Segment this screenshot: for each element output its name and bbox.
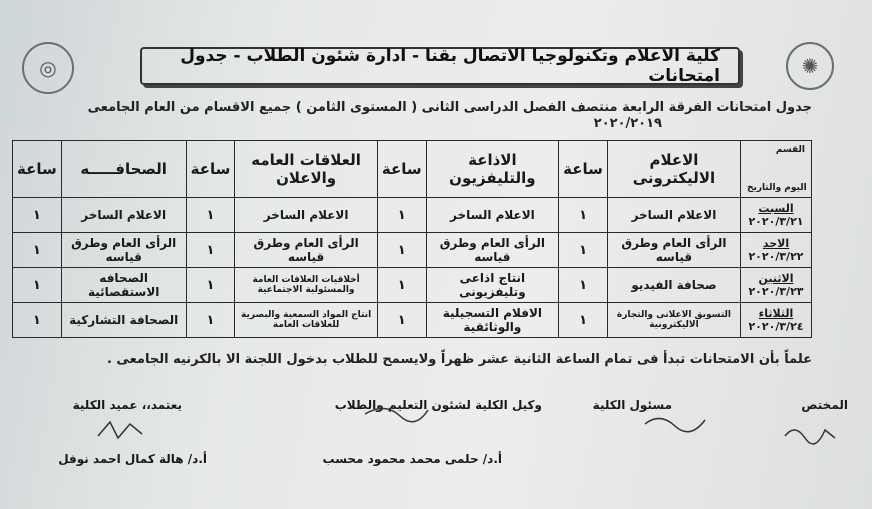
department-header: العلاقات العامه والاعلان <box>235 141 378 198</box>
exam-subject-cell: الاعلام الساخر <box>607 198 740 233</box>
handwritten-signature-icon <box>780 418 840 448</box>
handwritten-signature-icon <box>640 410 710 436</box>
corner-cell <box>741 141 812 198</box>
corner-department-label: القسم <box>775 145 805 155</box>
signature-title-faculty-officer: مسئول الكلية <box>592 398 672 412</box>
exam-subject-cell: صحافة الفيديو <box>607 268 740 303</box>
exam-hours-cell: ١ <box>559 268 608 303</box>
exam-subject-cell: الصحافة التشاركية <box>61 303 186 338</box>
day-name: السبت <box>758 202 794 215</box>
exam-subject-cell: الرأى العام وطرق قياسه <box>607 233 740 268</box>
handwritten-signature-icon <box>90 414 150 444</box>
department-header: الصحافـــــه <box>61 141 186 198</box>
exam-subject-cell: الرأى العام وطرق قياسه <box>61 233 186 268</box>
table-row <box>13 233 812 268</box>
day-name: الاثنين <box>758 272 794 285</box>
day-date-cell <box>741 198 812 233</box>
table-caption <box>32 100 812 132</box>
day-date-cell <box>741 233 812 268</box>
day-name: الثلاثاء <box>758 307 794 320</box>
exam-hours-cell: ١ <box>186 233 235 268</box>
table-row <box>13 198 812 233</box>
handwritten-signature-icon <box>360 402 430 424</box>
exam-hours-cell: ١ <box>13 198 62 233</box>
day-name: الاحد <box>762 237 790 250</box>
exam-hours-cell: ١ <box>13 268 62 303</box>
exam-hours-cell: ١ <box>377 233 426 268</box>
exam-subject-cell: الاعلام الساخر <box>61 198 186 233</box>
exam-date: ٢٠٢٠/٣/٢٣ <box>748 285 804 298</box>
exam-date: ٢٠٢٠/٣/٢٤ <box>748 320 804 333</box>
exam-note: علماً بأن الامتحانات تبدأ فى تمام الساعة الثانية عشر ظهراً ولايسمح للطلاب بدخول اللجنة الا بالكرنيه الجامعى . <box>106 352 812 367</box>
exam-subject-cell: الاعلام الساخر <box>426 198 559 233</box>
exam-date: ٢٠٢٠/٣/٢١ <box>748 215 804 228</box>
faculty-seal-icon: ◎ <box>22 42 74 94</box>
table-row <box>13 268 812 303</box>
exam-date: ٢٠٢٠/٣/٢٢ <box>748 250 804 263</box>
exam-hours-cell: ١ <box>559 198 608 233</box>
exam-subject-cell: الرأى العام وطرق قياسه <box>235 233 378 268</box>
exam-subject-cell: الافلام التسجيلية والوثائقية <box>426 303 559 338</box>
exam-hours-cell: ١ <box>377 268 426 303</box>
department-header: الاعلام الاليكترونى <box>607 141 740 198</box>
exam-subject-cell: التسويق الاعلانى والتجارة الاليكترونية <box>607 303 740 338</box>
exam-subject-cell: الاعلام الساخر <box>235 198 378 233</box>
exam-hours-cell: ١ <box>559 233 608 268</box>
department-header: الاذاعة والتليفزيون <box>426 141 559 198</box>
day-date-cell <box>741 303 812 338</box>
exam-hours-cell: ١ <box>13 303 62 338</box>
hours-header: ساعة <box>186 141 235 198</box>
document-header <box>140 47 740 85</box>
exam-hours-cell: ١ <box>377 303 426 338</box>
signature-title-dean: يعتمد،، عميد الكلية <box>72 398 182 412</box>
header-title: كلية الاعلام وتكنولوجيا الاتصال بقنا - ادارة شئون الطلاب - جدول امتحانات <box>180 46 720 86</box>
corner-day-date-label: اليوم والتاريخ <box>747 183 807 193</box>
table-header-row <box>13 141 812 198</box>
exam-subject-cell: الصحافه الاستقصائية <box>61 268 186 303</box>
exam-hours-cell: ١ <box>559 303 608 338</box>
exam-hours-cell: ١ <box>186 268 235 303</box>
signature-name-vice-dean: أ.د/ حلمى محمد محمود محسب <box>322 452 502 466</box>
signature-title-vice-dean: وكيل الكلية لشئون التعليم والطلاب <box>334 398 542 412</box>
exam-subject-cell: انتاج المواد السمعية والبصرية للعلاقات العامة <box>235 303 378 338</box>
exam-subject-cell: أخلاقيات العلاقات العامة والمسئولية الاجتماعية <box>235 268 378 303</box>
day-date-cell <box>741 268 812 303</box>
hours-header: ساعة <box>13 141 62 198</box>
exam-subject-cell: انتاج اذاعى وتليفزيونى <box>426 268 559 303</box>
exam-hours-cell: ١ <box>13 233 62 268</box>
hours-header: ساعة <box>559 141 608 198</box>
caption-line-1: جدول امتحانات الفرقة الرابعة منتصف الفصل الدراسى الثانى ( المستوى الثامن ) جميع الاقسام من العام الجامعى <box>87 100 812 115</box>
caption-academic-year: ٢٠٢٠/٢٠١٩ <box>593 116 662 131</box>
university-logo-icon: ✺ <box>786 42 834 90</box>
exam-hours-cell: ١ <box>186 198 235 233</box>
exam-subject-cell: الرأى العام وطرق قياسه <box>426 233 559 268</box>
table-row <box>13 303 812 338</box>
signature-title-specialist: المختص <box>801 398 848 412</box>
exam-hours-cell: ١ <box>186 303 235 338</box>
exam-schedule-table <box>12 140 812 338</box>
exam-hours-cell: ١ <box>377 198 426 233</box>
signature-name-dean: أ.د/ هالة كمال احمد نوفل <box>58 452 207 466</box>
hours-header: ساعة <box>377 141 426 198</box>
